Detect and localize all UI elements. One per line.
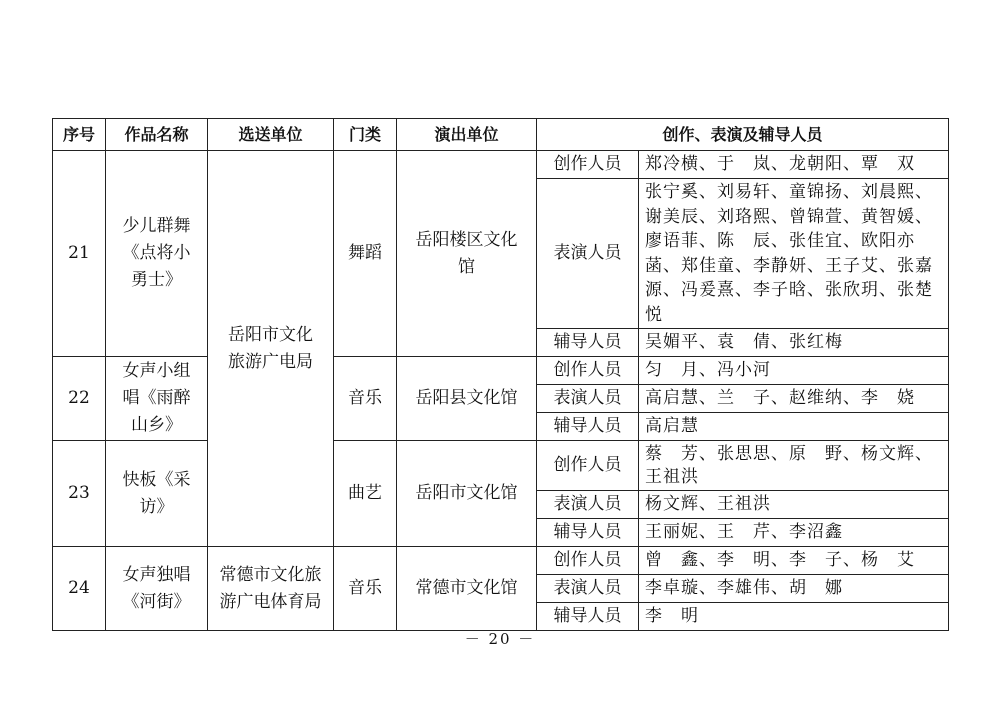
- submitting-unit: 常德市文化旅游广电体育局: [208, 547, 334, 631]
- header-category: 门类: [334, 119, 397, 151]
- people-coach: 李 明: [639, 603, 949, 631]
- people-create: 曾 鑫、李 明、李 子、杨 艾: [639, 547, 949, 575]
- row-no: 22: [53, 357, 106, 441]
- performing-unit: 岳阳县文化馆: [397, 357, 537, 441]
- people-perform: 李卓璇、李雄伟、胡 娜: [639, 575, 949, 603]
- table-row: [53, 441, 949, 491]
- people-create: 匀 月、冯小河: [639, 357, 949, 385]
- people-perform: 杨文辉、王祖洪: [639, 491, 949, 519]
- work-title: 少儿群舞《点将小勇士》: [106, 151, 208, 357]
- role-perform: 表演人员: [537, 575, 639, 603]
- submitting-unit: 岳阳市文化旅游广电局: [208, 151, 334, 547]
- people-create: 蔡 芳、张思思、原 野、杨文辉、王祖洪: [639, 441, 949, 491]
- category: 曲艺: [334, 441, 397, 547]
- people-create: 郑冷横、于 岚、龙朝阳、覃 双: [639, 151, 949, 179]
- people-perform: 张宁奚、刘易轩、童锦扬、刘晨熙、谢美辰、刘珞熙、曾锦萱、黄智媛、廖语菲、陈 辰、张佳宜、欧阳亦菡、郑佳童、李静妍、王子艾、张嘉源、冯爰熹、李子晗、张欣玥、张楚悦: [639, 179, 949, 329]
- category: 舞蹈: [334, 151, 397, 357]
- performing-unit: 岳阳市文化馆: [397, 441, 537, 547]
- performing-unit: 岳阳楼区文化馆: [397, 151, 537, 357]
- role-create: 创作人员: [537, 547, 639, 575]
- role-perform: 表演人员: [537, 179, 639, 329]
- table-row: [53, 357, 949, 385]
- role-create: 创作人员: [537, 151, 639, 179]
- people-coach: 吴媚平、袁 倩、张红梅: [639, 329, 949, 357]
- header-staff: 创作、表演及辅导人员: [537, 119, 949, 151]
- category: 音乐: [334, 547, 397, 631]
- role-perform: 表演人员: [537, 491, 639, 519]
- people-coach: 王丽妮、王 芹、李沼鑫: [639, 519, 949, 547]
- performing-unit: 常德市文化馆: [397, 547, 537, 631]
- row-no: 23: [53, 441, 106, 547]
- category: 音乐: [334, 357, 397, 441]
- row-no: 21: [53, 151, 106, 357]
- role-coach: 辅导人员: [537, 603, 639, 631]
- page-number: － 20 －: [464, 630, 536, 648]
- role-coach: 辅导人员: [537, 329, 639, 357]
- role-perform: 表演人员: [537, 385, 639, 413]
- work-title: 女声小组唱《雨醉山乡》: [106, 357, 208, 441]
- role-coach: 辅导人员: [537, 519, 639, 547]
- people-coach: 高启慧: [639, 413, 949, 441]
- awards-table: [52, 118, 949, 631]
- header-work: 作品名称: [106, 119, 208, 151]
- table-row: [53, 547, 949, 575]
- row-no: 24: [53, 547, 106, 631]
- header-no: 序号: [53, 119, 106, 151]
- work-title: 快板《采访》: [106, 441, 208, 547]
- header-performer: 演出单位: [397, 119, 537, 151]
- role-create: 创作人员: [537, 441, 639, 491]
- table-header-row: [53, 119, 949, 151]
- table-row: [53, 151, 949, 179]
- role-create: 创作人员: [537, 357, 639, 385]
- role-coach: 辅导人员: [537, 413, 639, 441]
- people-perform: 高启慧、兰 子、赵维纳、李 娆: [639, 385, 949, 413]
- work-title: 女声独唱《河街》: [106, 547, 208, 631]
- header-unit: 选送单位: [208, 119, 334, 151]
